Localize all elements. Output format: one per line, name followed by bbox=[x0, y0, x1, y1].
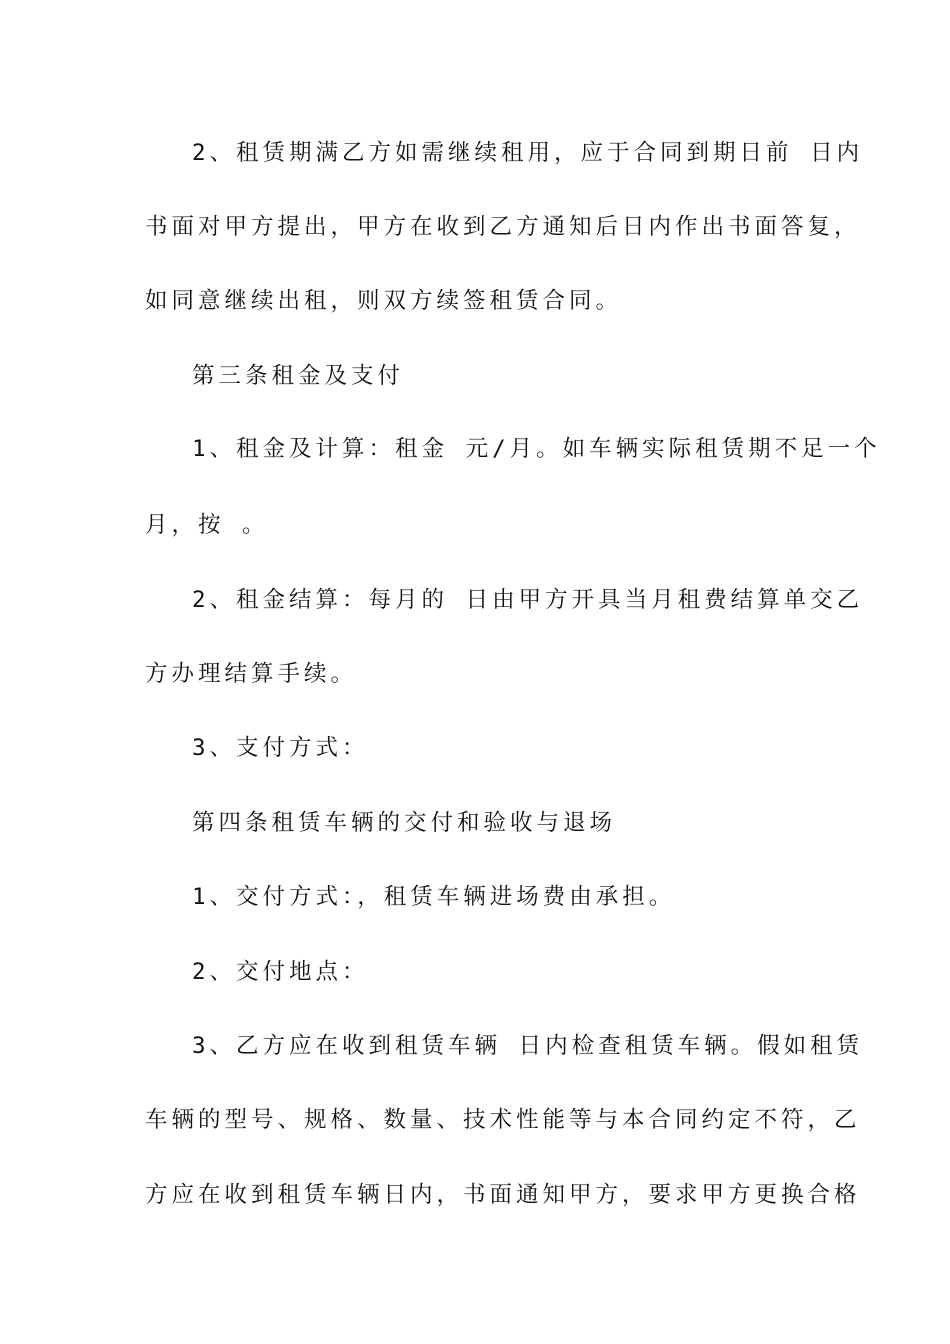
section-heading-4: 第四条租赁车辆的交付和验收与退场 bbox=[192, 810, 617, 836]
paragraph-line-15: 方应在收到租赁车辆日内，书面通知甲方，要求甲方更换合格 bbox=[145, 1182, 861, 1208]
paragraph-line-11: 1、交付方式：，租赁车辆进场费由承担。 bbox=[192, 884, 676, 910]
paragraph-line-7: 2、租金结算：每月的 日由甲方开具当月租费结算单交乙 bbox=[192, 587, 864, 613]
paragraph-line-1: 2、租赁期满乙方如需继续租用，应于合同到期日前 日内 bbox=[192, 140, 864, 166]
paragraph-line-13: 3、乙方应在收到租赁车辆 日内检查租赁车辆。假如租赁 bbox=[192, 1033, 864, 1059]
paragraph-line-2: 书面对甲方提出，甲方在收到乙方通知后日内作出书面答复， bbox=[145, 214, 861, 240]
paragraph-line-12: 2、交付地点： bbox=[192, 959, 369, 985]
paragraph-line-6: 月，按 。 bbox=[145, 512, 269, 538]
paragraph-line-14: 车辆的型号、规格、数量、技术性能等与本合同约定不符，乙 bbox=[145, 1107, 861, 1133]
paragraph-line-5: 1、租金及计算：租金 元/月。如车辆实际租赁期不足一个 bbox=[192, 436, 881, 462]
paragraph-line-8: 方办理结算手续。 bbox=[145, 661, 358, 687]
paragraph-line-9: 3、支付方式： bbox=[192, 735, 369, 761]
section-heading-3: 第三条租金及支付 bbox=[192, 363, 405, 389]
paragraph-line-3: 如同意继续出租，则双方续签租赁合同。 bbox=[145, 288, 623, 314]
